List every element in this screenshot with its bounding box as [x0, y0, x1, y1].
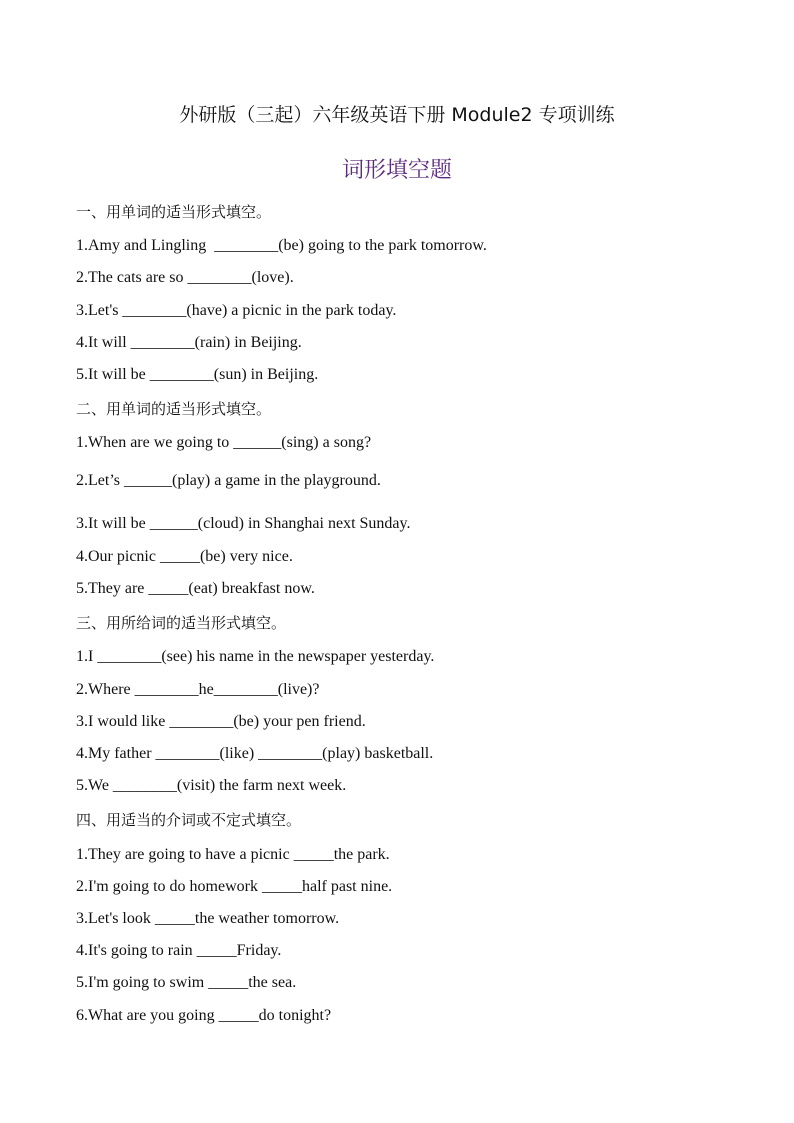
section-3-item-3: 3.I would like ________(be) your pen friend. [76, 713, 366, 730]
section-4-item-2: 2.I'm going to do homework _____half past nine. [76, 878, 393, 895]
section-3-item-2: 2.Where ________he________(live)? [76, 681, 320, 698]
page-subtitle: 词形填空题 [341, 158, 452, 183]
section-4-item-4: 4.It's going to rain _____Friday. [76, 942, 282, 959]
section-1-item-2: 2.The cats are so ________(love). [76, 269, 294, 286]
section-1-item-5: 5.It will be ________(sun) in Beijing. [76, 366, 319, 383]
section-4-item-6: 6.What are you going _____do tonight? [76, 1007, 332, 1024]
section-2-item-2: 2.Let’s ______(play) a game in the playground. [76, 472, 381, 489]
section-4-heading: 四、用适当的介词或不定式填空。 [76, 811, 302, 829]
section-1-item-3: 3.Let's ________(have) a picnic in the park today. [76, 302, 397, 319]
section-2-item-5: 5.They are _____(eat) breakfast now. [76, 580, 315, 597]
section-3-item-4: 4.My father ________(like) ________(play) basketball. [76, 745, 434, 762]
section-2-item-3: 3.It will be ______(cloud) in Shanghai next Sunday. [76, 515, 411, 532]
section-2-item-4: 4.Our picnic _____(be) very nice. [76, 548, 293, 565]
section-2-heading: 二、用单词的适当形式填空。 [76, 400, 272, 418]
page-title: 外研版（三起）六年级英语下册 Module2 专项训练 [179, 104, 615, 126]
section-2-item-1: 1.When are we going to ______(sing) a song? [76, 434, 372, 451]
section-3-item-1: 1.I ________(see) his name in the newspaper yesterday. [76, 648, 435, 665]
section-1-item-1: 1.Amy and Lingling ________(be) going to the park tomorrow. [76, 237, 487, 254]
section-4-item-5: 5.I'm going to swim _____the sea. [76, 974, 297, 991]
section-4-item-3: 3.Let's look _____the weather tomorrow. [76, 910, 340, 927]
section-3-item-5: 5.We ________(visit) the farm next week. [76, 777, 347, 794]
section-1-heading: 一、用单词的适当形式填空。 [76, 203, 272, 221]
section-1-item-4: 4.It will ________(rain) in Beijing. [76, 334, 302, 351]
section-3-heading: 三、用所给词的适当形式填空。 [76, 614, 287, 632]
section-4-item-1: 1.They are going to have a picnic _____the park. [76, 846, 390, 863]
